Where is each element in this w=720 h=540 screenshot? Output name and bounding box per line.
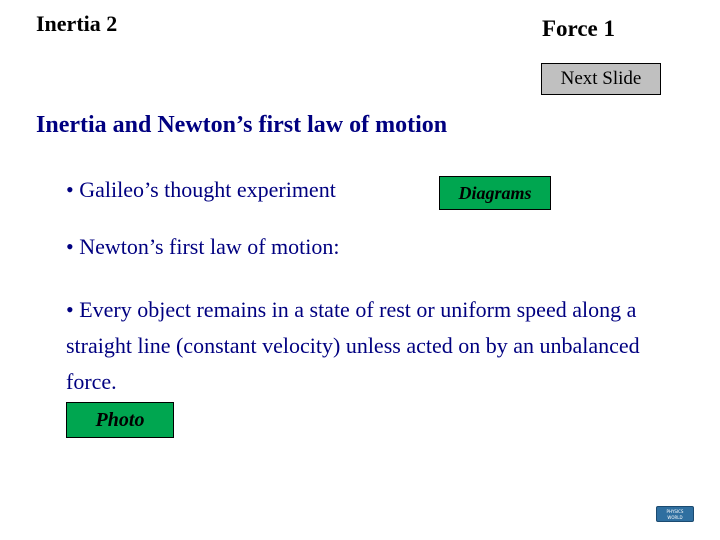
bullet-newton: • Newton’s first law of motion: [66, 234, 340, 259]
next-slide-button[interactable]: Next Slide [541, 63, 661, 95]
logo-line-1: PHYSICS [666, 509, 684, 514]
photo-button[interactable]: Photo [66, 402, 174, 438]
logo-line-2: WORLD [667, 515, 683, 520]
section-title: Force 1 [542, 16, 616, 41]
law-statement: • Every object remains in a state of rest or uniform speed along a straight line (constant velocity) unless acted on by an unbalanced force. [66, 297, 640, 394]
chapter-title: Inertia 2 [36, 11, 118, 36]
diagrams-button[interactable]: Diagrams [439, 176, 551, 210]
physics-world-logo-icon[interactable] [656, 506, 694, 522]
slide-heading: Inertia and Newton’s first law of motion [36, 112, 448, 138]
bullet-galileo: • Galileo’s thought experiment [66, 177, 336, 202]
